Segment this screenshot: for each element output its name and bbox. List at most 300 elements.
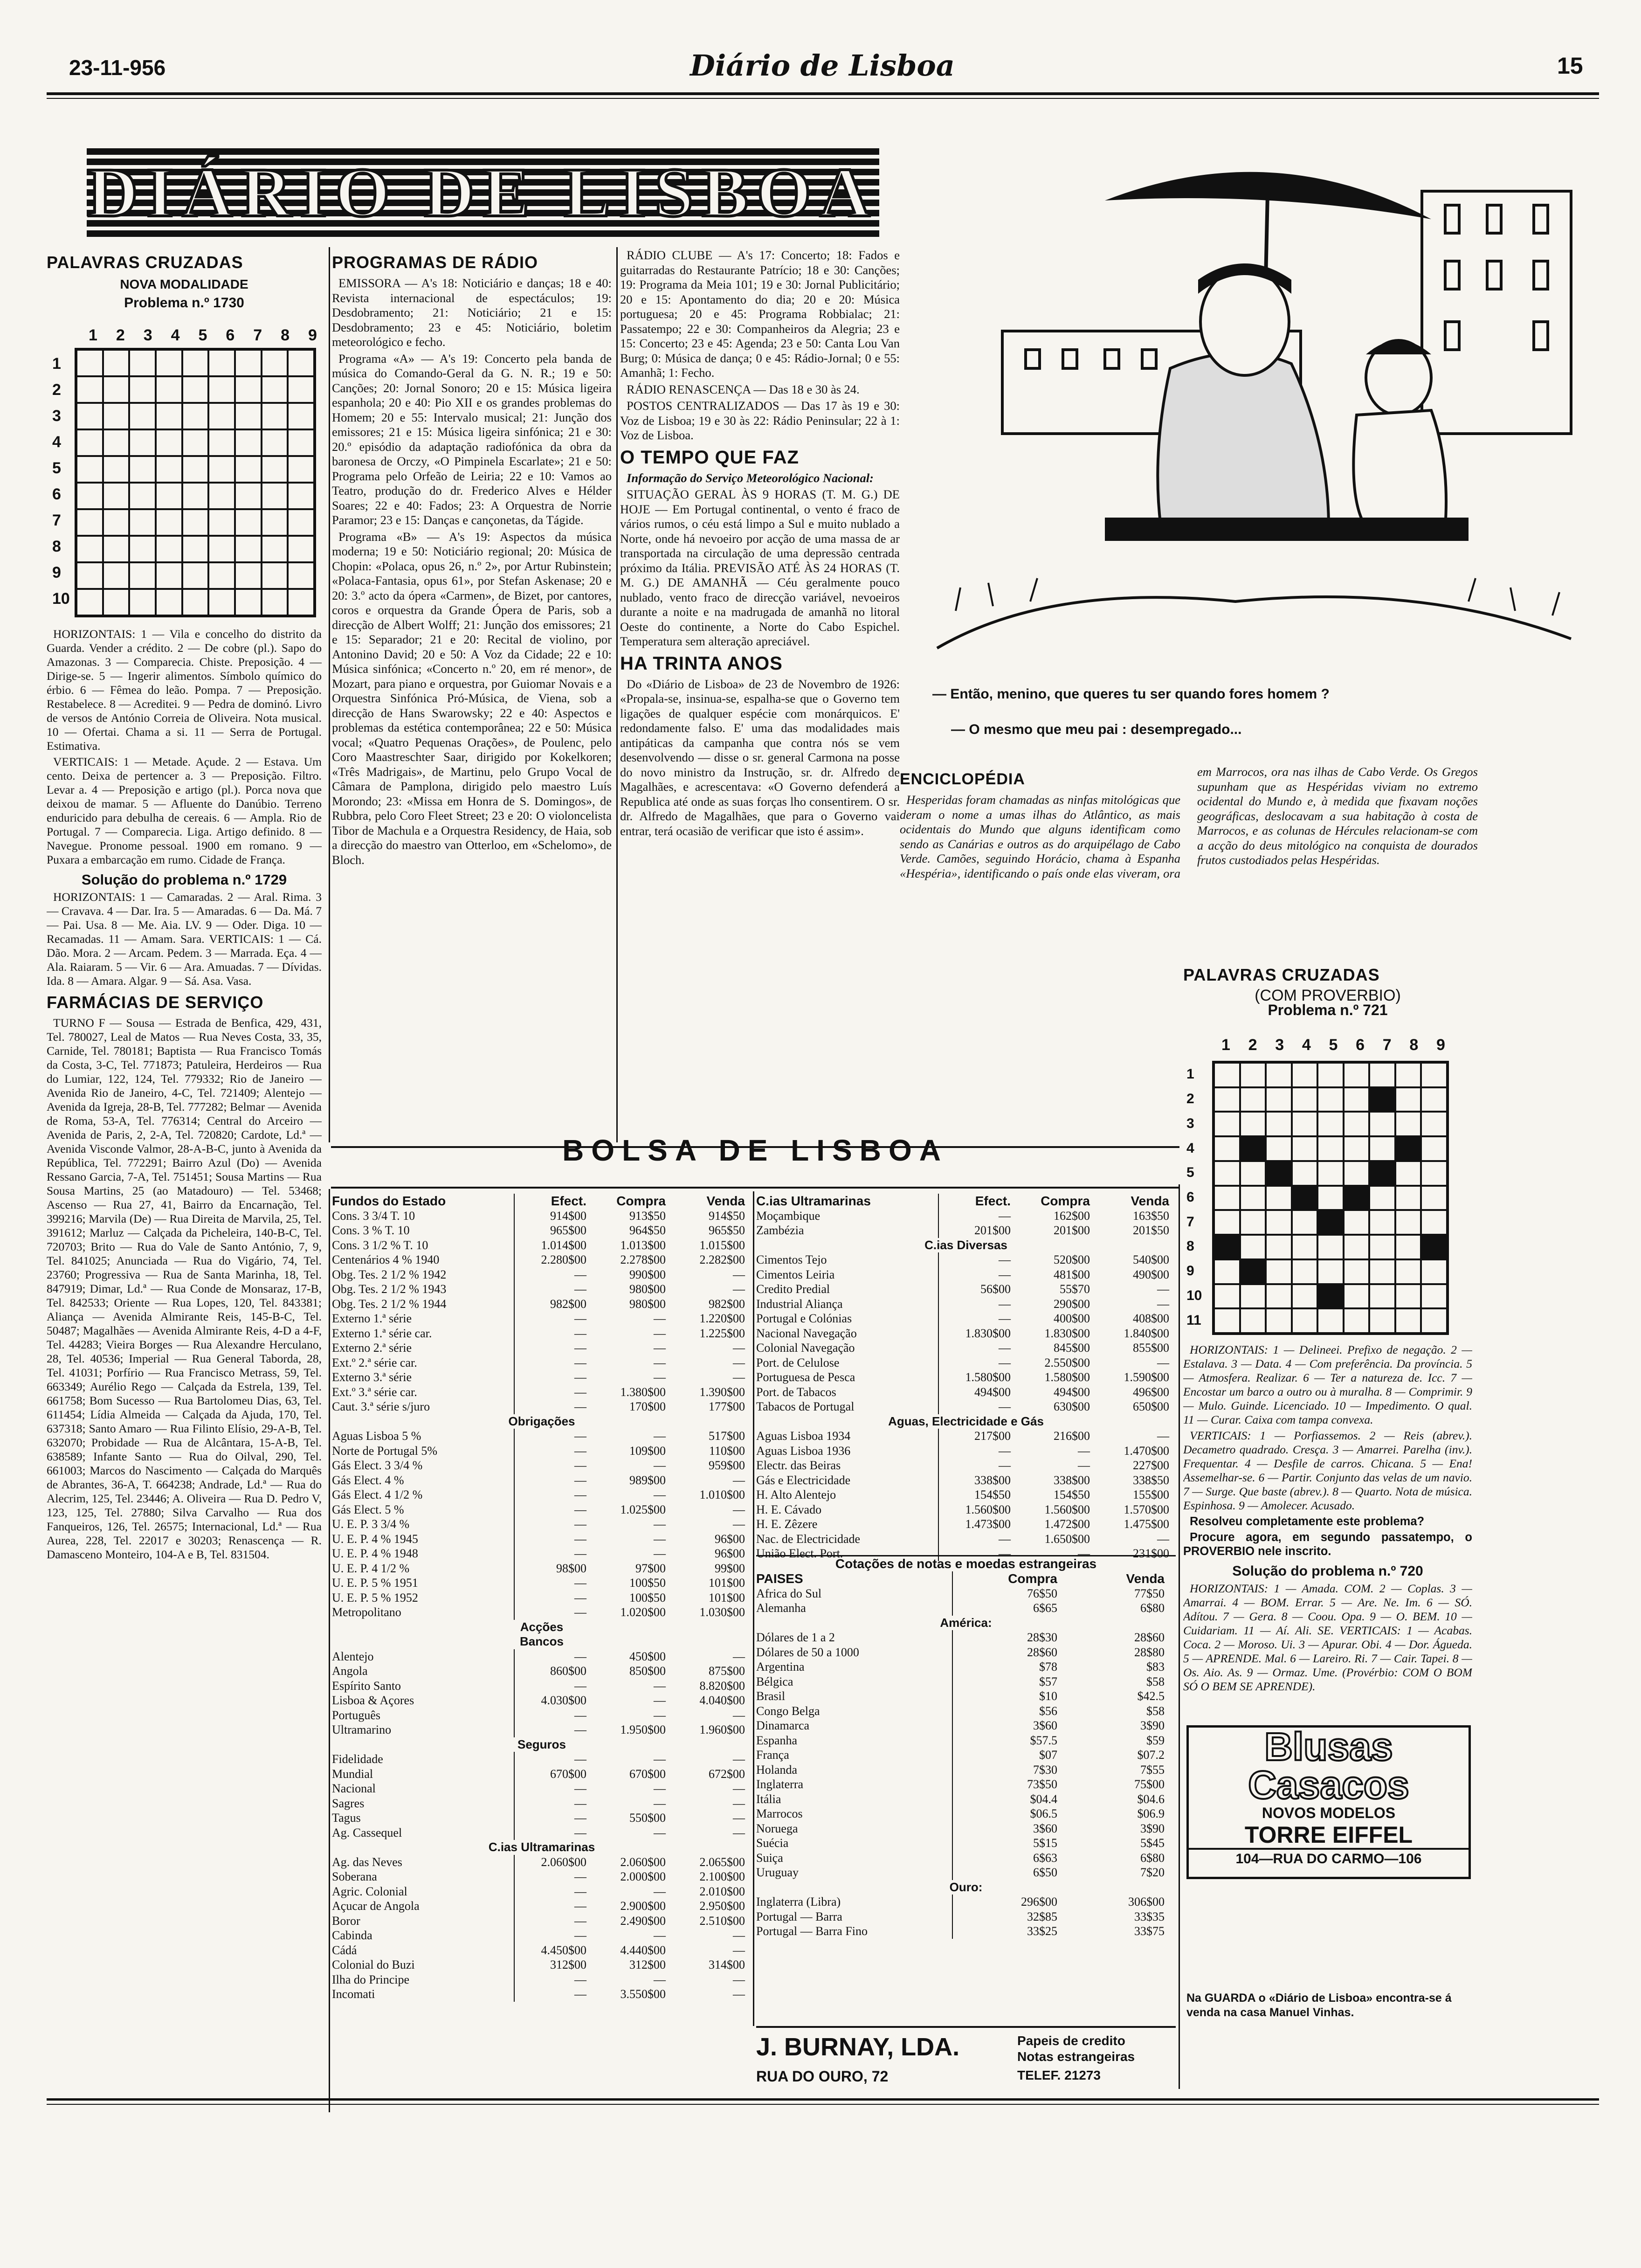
row-label: Angola: [332, 1664, 515, 1679]
row-label: Gás Elect. 3 3/4 %: [332, 1458, 515, 1473]
crossword-cell[interactable]: [103, 536, 130, 562]
crossword-cell[interactable]: [182, 403, 209, 429]
crossword-cell[interactable]: [156, 509, 182, 536]
table-row: [332, 1444, 752, 1459]
table-row: [332, 1649, 752, 1664]
table-row: [332, 1576, 752, 1590]
row-value: —: [654, 1708, 666, 1722]
row-value: —: [733, 1502, 745, 1516]
crossword-cell[interactable]: [129, 509, 156, 536]
crossword-cell[interactable]: [1240, 1210, 1266, 1235]
crossword-cell[interactable]: [1344, 1186, 1370, 1210]
crossword-cell[interactable]: [129, 562, 156, 589]
crossword-cell[interactable]: [288, 589, 314, 615]
crossword-cell[interactable]: [1240, 1136, 1266, 1161]
crossword-cell[interactable]: [1266, 1284, 1292, 1309]
crossword-cell[interactable]: [288, 483, 314, 509]
row-value: Compra: [1041, 1194, 1090, 1208]
crossword-cell[interactable]: [1395, 1284, 1421, 1309]
row-value: —: [654, 1370, 666, 1384]
crossword-cell[interactable]: [1421, 1112, 1447, 1136]
crossword-cell[interactable]: [1421, 1186, 1447, 1210]
crossword-cell[interactable]: [76, 456, 103, 483]
row-value: 110$00: [709, 1444, 745, 1458]
crossword-cell[interactable]: [1240, 1161, 1266, 1186]
row-value: 1.475$00: [1124, 1517, 1169, 1531]
crossword-cell[interactable]: [1266, 1186, 1292, 1210]
crossword-cell[interactable]: [262, 562, 288, 589]
crossword-cell[interactable]: [1369, 1284, 1395, 1309]
row-value: —: [654, 1825, 666, 1839]
crossword-cell[interactable]: [1395, 1087, 1421, 1112]
crossword-cell[interactable]: [1344, 1284, 1370, 1309]
crossword-cell[interactable]: [235, 509, 262, 536]
crossword-cell[interactable]: [103, 509, 130, 536]
crossword-cell[interactable]: [103, 589, 130, 615]
crossword-cell[interactable]: [288, 509, 314, 536]
row-value: —: [574, 1385, 586, 1399]
crossword-cell[interactable]: [103, 429, 130, 456]
crossword-cell[interactable]: [182, 483, 209, 509]
row-value: 1.380$00: [620, 1385, 666, 1399]
ad-torre: TORRE EIFFEL: [1244, 1822, 1413, 1848]
crossword-cell[interactable]: [1240, 1284, 1266, 1309]
crossword-cell[interactable]: [156, 589, 182, 615]
row-label: Industrial Aliança: [756, 1297, 939, 1312]
crossword-cell[interactable]: [156, 429, 182, 456]
crossword-cell[interactable]: [182, 509, 209, 536]
crossword-cell[interactable]: [208, 483, 235, 509]
crossword-cell[interactable]: [1317, 1284, 1344, 1309]
row-value: —: [574, 1752, 586, 1766]
crossword-cell[interactable]: [129, 589, 156, 615]
crossword-cell[interactable]: [1344, 1063, 1370, 1087]
crossword-cell[interactable]: [1369, 1186, 1395, 1210]
col-num: 9: [1436, 1036, 1445, 1054]
crossword-cell[interactable]: [1214, 1112, 1240, 1136]
crossword-cell[interactable]: [129, 456, 156, 483]
table-row: [332, 1399, 752, 1414]
table-row: [332, 1209, 752, 1224]
crossword-cell[interactable]: [1369, 1259, 1395, 1284]
row-label: U. E. P. 5 % 1952: [332, 1590, 515, 1605]
crossword-cell[interactable]: [1317, 1186, 1344, 1210]
row-value: —: [574, 1782, 586, 1795]
row-value: 989$00: [629, 1473, 666, 1487]
crossword-cell[interactable]: [1266, 1087, 1292, 1112]
row-value: —: [654, 1694, 666, 1707]
crossword-cell[interactable]: [208, 562, 235, 589]
crossword-cell[interactable]: [1266, 1136, 1292, 1161]
row-value: 1.960$00: [699, 1723, 745, 1736]
crossword-cell[interactable]: [182, 429, 209, 456]
row-value: Venda: [1126, 1571, 1165, 1586]
crossword-cell[interactable]: [1240, 1308, 1266, 1333]
crossword-cell[interactable]: [208, 456, 235, 483]
crossword-cell[interactable]: [103, 350, 130, 376]
crossword-cell[interactable]: [1421, 1136, 1447, 1161]
crossword-cell[interactable]: [182, 376, 209, 403]
row-label: Ag. Cassequel: [332, 1825, 515, 1840]
crossword-cell[interactable]: [1369, 1112, 1395, 1136]
section-label: Acções: [520, 1619, 564, 1634]
crossword-cell[interactable]: [1421, 1259, 1447, 1284]
crossword-cell[interactable]: [1317, 1087, 1344, 1112]
crossword-cell[interactable]: [76, 536, 103, 562]
crossword-cell[interactable]: [182, 350, 209, 376]
crossword-cell[interactable]: [1240, 1087, 1266, 1112]
ad-burnay: [756, 2026, 1176, 2093]
crossword-cell[interactable]: [1344, 1259, 1370, 1284]
row-value: 670$00: [550, 1767, 586, 1781]
crossword-cell[interactable]: [103, 562, 130, 589]
crossword-cell[interactable]: [1395, 1308, 1421, 1333]
crossword-cell[interactable]: [76, 350, 103, 376]
crossword-cell[interactable]: [1421, 1161, 1447, 1186]
crossword-cell[interactable]: [1266, 1210, 1292, 1235]
row-label: Fundos do Estado: [332, 1194, 515, 1209]
crossword-cell[interactable]: [1214, 1284, 1240, 1309]
row-label: Nac. de Electricidade: [756, 1532, 939, 1547]
masthead-title: DIÁRIO DE LISBOA: [87, 154, 879, 231]
crossword-cell[interactable]: [1292, 1136, 1318, 1161]
crossword-cell[interactable]: [156, 562, 182, 589]
crossword-cell[interactable]: [262, 429, 288, 456]
crossword-cell[interactable]: [1214, 1210, 1240, 1235]
crossword-cell[interactable]: [1395, 1259, 1421, 1284]
crossword-cell[interactable]: [182, 536, 209, 562]
crossword-cell[interactable]: [1395, 1136, 1421, 1161]
crossword-cell[interactable]: [288, 456, 314, 483]
crossword-cell[interactable]: [1292, 1186, 1318, 1210]
crossword-cell[interactable]: [1292, 1210, 1318, 1235]
crossword-cell[interactable]: [1395, 1161, 1421, 1186]
crossword-cell[interactable]: [288, 536, 314, 562]
row-value: 2.060$00: [541, 1855, 586, 1869]
crossword-cell[interactable]: [1317, 1112, 1344, 1136]
row-value: 201$50: [1133, 1224, 1169, 1237]
programas-p: EMISSORA — A's 18: Noticiário e danças; 18 e 40: Revista internacional de espectáculos; 19: Desdobramento; 21: Noticiário; 21 e 15: Desdobramento; 23 e 45: Noticiário, boletim meteorológico e fecho.: [332, 276, 612, 349]
crossword-cell[interactable]: [1395, 1210, 1421, 1235]
crossword-cell[interactable]: [129, 350, 156, 376]
crossword-cell[interactable]: [76, 483, 103, 509]
crossword-cell[interactable]: [1214, 1235, 1240, 1259]
crossword-cell[interactable]: [129, 536, 156, 562]
crossword-cell[interactable]: [182, 589, 209, 615]
crossword-cell[interactable]: [156, 483, 182, 509]
crossword-cell[interactable]: [1214, 1308, 1240, 1333]
row-label: Nacional Navegação: [756, 1326, 939, 1341]
crossword-cell[interactable]: [235, 483, 262, 509]
crossword-cell[interactable]: [1214, 1087, 1240, 1112]
crossword-cell[interactable]: [208, 536, 235, 562]
crossword-cell[interactable]: [1344, 1308, 1370, 1333]
section-label: Seguros: [517, 1737, 566, 1751]
col-num: 8: [1409, 1036, 1419, 1054]
row-label: Metropolitano: [332, 1605, 515, 1620]
crossword-cell[interactable]: [1395, 1235, 1421, 1259]
crossword-cell[interactable]: [262, 509, 288, 536]
row-value: 56$00: [980, 1282, 1011, 1296]
crossword-cell[interactable]: [1344, 1112, 1370, 1136]
crossword-cell[interactable]: [1369, 1308, 1395, 1333]
crossword-cell[interactable]: [129, 429, 156, 456]
crossword-cell[interactable]: [129, 483, 156, 509]
crossword-cell[interactable]: [262, 483, 288, 509]
table-row: [756, 1311, 1176, 1326]
crossword2-horizontais: HORIZONTAIS: 1 — Delineei. Prefixo de negação. 2 — Estalava. 3 — Data. 4 — Com preferência. Da província. 5 — Atmosfera. Realizar. 6 — Ter a natureza de. Icc. 7 — Encostar um barco a outro ou à muralha. 8 — Comprimir. 9 — Mulo. Guinde. Licenciado. 10 — Impedimento. O qual. 11 — Curar. Caixa com tampa convexa.: [1183, 1343, 1472, 1426]
row-value: 2.950$00: [699, 1899, 745, 1913]
crossword-cell[interactable]: [288, 562, 314, 589]
crossword-cell[interactable]: [1395, 1112, 1421, 1136]
crossword-cell[interactable]: [208, 350, 235, 376]
crossword-cell[interactable]: [288, 403, 314, 429]
crossword-cell[interactable]: [1292, 1161, 1318, 1186]
row-value: $58: [1146, 1704, 1165, 1718]
row-value: 28$60: [1134, 1631, 1165, 1644]
crossword-cell[interactable]: [1317, 1063, 1344, 1087]
crossword-cell[interactable]: [235, 429, 262, 456]
crossword-cell[interactable]: [288, 376, 314, 403]
crossword-cell[interactable]: [235, 376, 262, 403]
crossword-cell[interactable]: [1214, 1063, 1240, 1087]
row-value: $58: [1146, 1674, 1165, 1688]
table-row: [332, 1502, 752, 1517]
header-rule-thin: [47, 98, 1599, 99]
crossword-cell[interactable]: [1369, 1235, 1395, 1259]
row-value: —: [654, 1355, 666, 1369]
table-section: [756, 1616, 1176, 1631]
crossword-cell[interactable]: [1214, 1161, 1240, 1186]
crossword-cell[interactable]: [1292, 1063, 1318, 1087]
crossword-cell[interactable]: [235, 562, 262, 589]
crossword-cell[interactable]: [1317, 1136, 1344, 1161]
crossword-cell[interactable]: [1240, 1186, 1266, 1210]
crossword-cell[interactable]: [1344, 1136, 1370, 1161]
crossword-cell[interactable]: [1317, 1235, 1344, 1259]
crossword-cell[interactable]: [1292, 1259, 1318, 1284]
row-label: Cons. 3 3/4 T. 10: [332, 1209, 515, 1224]
crossword-cell[interactable]: [156, 350, 182, 376]
row-value: —: [574, 1811, 586, 1825]
crossword-cell[interactable]: [129, 403, 156, 429]
crossword-cell[interactable]: [262, 376, 288, 403]
row-value: —: [733, 1355, 745, 1369]
row-value: 2.010$00: [699, 1884, 745, 1898]
crossword-cell[interactable]: [235, 456, 262, 483]
crossword-cell[interactable]: [262, 350, 288, 376]
table-row: [756, 1355, 1176, 1370]
crossword-cell[interactable]: [1344, 1161, 1370, 1186]
programas-p: RÁDIO CLUBE — A's 17: Concerto; 18: Fados e guitarradas do Restaurante Patrício; 18 e 30: Canções; 19: Programa da Meia 101; 19 e 30: Jornal Publicitário; 20 e 15: Apontamento do dia; 20 e 20: Música portuguesa; 20 e 45: Programa Robbialac; 21: Passatempo; 22 e 30: Companheiros da Alegria; 23 e 15: Concerto; 23 e 45: Agenda; 23 e 50: Canta Lou Van Burg; 0: Música de dança; 0 e 45: Rádio-Jornal; 0 e 55: Amanhã; 1: Fecho.: [620, 248, 900, 380]
row-value: 100$50: [629, 1576, 666, 1590]
crossword-cell[interactable]: [1292, 1235, 1318, 1259]
crossword-cell[interactable]: [262, 456, 288, 483]
row-label: Brasil: [756, 1689, 953, 1704]
crossword-cell[interactable]: [1266, 1259, 1292, 1284]
crossword-cell[interactable]: [1369, 1161, 1395, 1186]
row-value: 3$90: [1140, 1821, 1165, 1835]
crossword-cell[interactable]: [1369, 1136, 1395, 1161]
crossword-cell[interactable]: [1317, 1161, 1344, 1186]
table-row: [756, 1326, 1176, 1341]
row-label: Caut. 3.ª série s/juro: [332, 1399, 515, 1414]
crossword-cell[interactable]: [208, 429, 235, 456]
crossword-cell[interactable]: [76, 509, 103, 536]
row-label: Nacional: [332, 1781, 515, 1796]
table-row: [332, 1326, 752, 1341]
table-section: [756, 1238, 1176, 1253]
crossword-cell[interactable]: [1344, 1210, 1370, 1235]
col-num: 1: [89, 326, 97, 344]
crossword-cell[interactable]: [1317, 1259, 1344, 1284]
crossword-cell[interactable]: [1266, 1063, 1292, 1087]
crossword-cell[interactable]: [76, 562, 103, 589]
crossword-cell[interactable]: [1240, 1235, 1266, 1259]
crossword-cell[interactable]: [103, 403, 130, 429]
crossword-cell[interactable]: [1421, 1063, 1447, 1087]
row-value: 860$00: [550, 1664, 586, 1678]
crossword-cell[interactable]: [1214, 1259, 1240, 1284]
crossword-cell[interactable]: [1395, 1186, 1421, 1210]
crossword-cell[interactable]: [262, 589, 288, 615]
row-value: 494$00: [974, 1385, 1011, 1399]
table-row: [332, 1297, 752, 1312]
crossword-cell[interactable]: [1266, 1308, 1292, 1333]
row-label: França: [756, 1748, 953, 1763]
crossword-cell[interactable]: [1369, 1087, 1395, 1112]
crossword-cell[interactable]: [156, 403, 182, 429]
crossword-cell[interactable]: [262, 536, 288, 562]
crossword-cell[interactable]: [235, 536, 262, 562]
row-value: —: [654, 1532, 666, 1546]
row-num: 5: [52, 459, 61, 477]
crossword-cell[interactable]: [1421, 1087, 1447, 1112]
row-value: Efect.: [975, 1194, 1011, 1208]
crossword-cell[interactable]: [1421, 1284, 1447, 1309]
crossword-cell[interactable]: [208, 403, 235, 429]
crossword-cell[interactable]: [76, 403, 103, 429]
row-value: 101$00: [709, 1576, 745, 1590]
row-label: Cons. 3 % T. 10: [332, 1223, 515, 1238]
crossword-cell[interactable]: [235, 350, 262, 376]
crossword-cell[interactable]: [1317, 1210, 1344, 1235]
table-row: [332, 1752, 752, 1767]
crossword-cell[interactable]: [1344, 1235, 1370, 1259]
row-value: 2.278$00: [620, 1253, 666, 1266]
row-value: 875$00: [709, 1664, 745, 1678]
crossword-cell[interactable]: [129, 376, 156, 403]
crossword-cell[interactable]: [235, 403, 262, 429]
crossword-cell[interactable]: [156, 376, 182, 403]
row-value: Venda: [1131, 1194, 1169, 1208]
row-value: $04.6: [1137, 1792, 1165, 1806]
row-value: —: [999, 1459, 1011, 1472]
row-num: 4: [1186, 1140, 1194, 1156]
page-number: 15: [1557, 53, 1583, 79]
crossword-cell[interactable]: [1266, 1235, 1292, 1259]
row-value: 73$50: [1027, 1777, 1057, 1791]
section-label: Bancos: [520, 1634, 564, 1648]
crossword-cell[interactable]: [1395, 1063, 1421, 1087]
table-row: [332, 1429, 752, 1444]
crossword-cell[interactable]: [182, 562, 209, 589]
crossword-cell[interactable]: [1214, 1186, 1240, 1210]
row-value: 312$00: [629, 1958, 666, 1971]
crossword-cell[interactable]: [1344, 1087, 1370, 1112]
row-value: 850$00: [629, 1664, 666, 1678]
crossword-cell[interactable]: [235, 589, 262, 615]
table-row: [756, 1865, 1176, 1880]
row-num: 3: [52, 407, 61, 425]
crossword2-grid[interactable]: [1212, 1061, 1449, 1335]
crossword2-row-numbers: [1186, 1062, 1210, 1333]
crossword-cell[interactable]: [103, 483, 130, 509]
crossword-cell[interactable]: [1292, 1087, 1318, 1112]
crossword-cell[interactable]: [1240, 1112, 1266, 1136]
table-row: [332, 1928, 752, 1943]
crossword-cell[interactable]: [1240, 1063, 1266, 1087]
row-label: Bélgica: [756, 1674, 953, 1689]
crossword-cell[interactable]: [156, 456, 182, 483]
crossword-cell[interactable]: [262, 403, 288, 429]
crossword-cell[interactable]: [1369, 1063, 1395, 1087]
row-num: 8: [52, 537, 61, 555]
row-value: —: [999, 1253, 1011, 1266]
crossword-cell[interactable]: [288, 429, 314, 456]
crossword-cell[interactable]: [1240, 1259, 1266, 1284]
crossword-cell[interactable]: [76, 376, 103, 403]
crossword-cell[interactable]: [1317, 1308, 1344, 1333]
row-num: 3: [1186, 1115, 1194, 1131]
row-value: 217$00: [974, 1429, 1011, 1443]
row-value: 1.013$00: [620, 1238, 666, 1252]
crossword-cell[interactable]: [208, 376, 235, 403]
crossword-cell[interactable]: [103, 376, 130, 403]
crossword-cell[interactable]: [1292, 1308, 1318, 1333]
table-row: [332, 1767, 752, 1782]
row-value: 6$65: [1033, 1601, 1057, 1615]
table-row: [756, 1909, 1176, 1924]
crossword-cell[interactable]: [1421, 1210, 1447, 1235]
crossword-cell[interactable]: [76, 429, 103, 456]
crossword-cell[interactable]: [288, 350, 314, 376]
row-label: Port. de Celulose: [756, 1355, 939, 1370]
crossword-cell[interactable]: [1421, 1235, 1447, 1259]
table-row: [332, 1561, 752, 1576]
crossword-cell[interactable]: [1421, 1308, 1447, 1333]
crossword-cell[interactable]: [1369, 1210, 1395, 1235]
crossword-cell[interactable]: [1292, 1284, 1318, 1309]
crossword-cell[interactable]: [103, 456, 130, 483]
row-value: 32$85: [1027, 1909, 1057, 1923]
crossword1-grid[interactable]: [75, 348, 316, 617]
crossword-cell[interactable]: [1214, 1136, 1240, 1161]
crossword-cell[interactable]: [76, 589, 103, 615]
crossword-cell[interactable]: [1292, 1112, 1318, 1136]
crossword-cell[interactable]: [1266, 1112, 1292, 1136]
crossword-cell[interactable]: [156, 536, 182, 562]
row-value: —: [1157, 1355, 1169, 1369]
crossword-cell[interactable]: [208, 589, 235, 615]
crossword-cell[interactable]: [182, 456, 209, 483]
row-value: 990$00: [629, 1267, 666, 1281]
row-value: —: [574, 1473, 586, 1487]
row-value: —: [654, 1429, 666, 1443]
crossword-cell[interactable]: [1266, 1161, 1292, 1186]
crossword-cell[interactable]: [208, 509, 235, 536]
row-value: —: [733, 1370, 745, 1384]
